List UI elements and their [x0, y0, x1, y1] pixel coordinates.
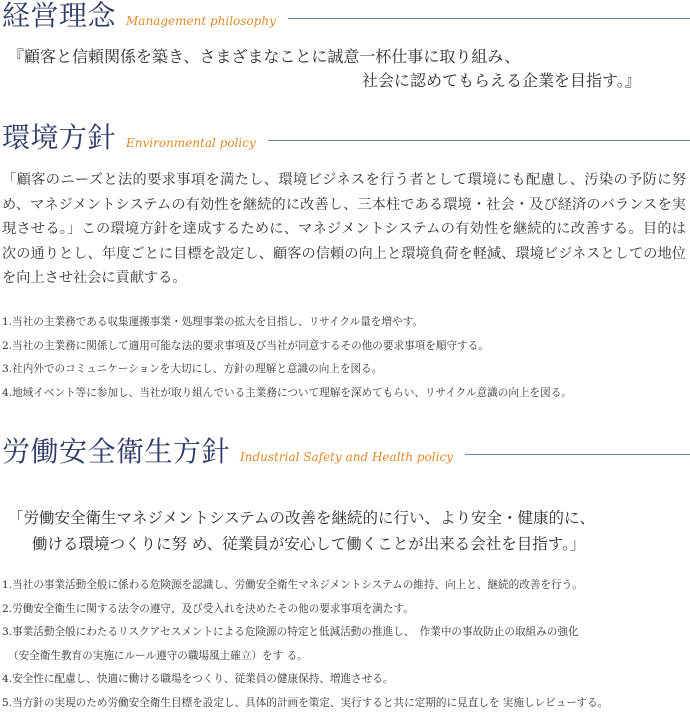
- safety-title: 労働安全衛生方針: [2, 435, 231, 468]
- management-title: 経営理念: [2, 0, 117, 32]
- safety-motto-line-1: 「労働安全衛生マネジメントシステムの改善を継続的に行い、より安全・健康的に、: [8, 509, 595, 527]
- environmental-paragraph: 「顧客のニーズと法的要求事項を満たし、環境ビジネスを行う者として環境にも配慮し、汚染の予防に努め、マネジメントシステムの有効性を継続的に改善し、三本柱である環境・社会・及び経済のバランスを実現させる。」この環境方針を達成するために、マネジメントシステムの有効性を継続的に改善する。目的は次の通りとし、年度ごとに目標を設定し、顧客の信頼の向上と環境負荷を軽減、環境ビジネスとしての地位を向上させ社会に貢献する。: [2, 172, 686, 286]
- list-item: 2.労働安全衛生に関する法令の遵守、及び受入れを決めたその他の要求事項を満たす。: [2, 602, 414, 615]
- environmental-divider: [268, 140, 690, 141]
- safety-subtitle: Industrial Safety and Health policy: [240, 450, 453, 464]
- management-subtitle: Management philosophy: [126, 14, 276, 28]
- environmental-list: [2, 311, 686, 405]
- management-divider: [288, 18, 690, 19]
- list-item: 1.当社の事業活動全般に係わる危険源を認識し、労働安全衛生マネジメントシステムの維持、向上と、継続的改善を行う。: [2, 579, 583, 591]
- environmental-subtitle: Environmental policy: [126, 136, 256, 150]
- environmental-body: [2, 168, 686, 291]
- management-motto-line-2: 社会に認めてもらえる企業を目指す。』: [362, 71, 641, 90]
- safety-motto: [2, 505, 686, 557]
- safety-motto-line-2: 働ける環境つくりに努 め、従業員が安心して働くことが出来る会社を目指す。」: [32, 535, 586, 553]
- list-item: 1.当社の主業務である収集運搬事業・処理事業の拡大を目指し、リサイクル量を増やす。: [2, 316, 423, 328]
- list-item: 3.社内外でのコミュニケーションを大切にし、方針の理解と意識の向上を図る。: [2, 363, 383, 375]
- list-item: 5.当方針の実現のため労働安全衛生目標を設定し、具体的計画を策定、実行すると共に定期的に見直しを 実施しレビューする。: [2, 696, 609, 709]
- environmental-heading: [2, 121, 690, 154]
- list-item: 4.地域イベント等に参加し、当社が取り組んでいる主業務について理解を深めてもらい、リサイクル意識の向上を図る。: [2, 386, 572, 399]
- management-heading: [2, 2, 690, 30]
- environmental-title: 環境方針: [2, 121, 117, 154]
- management-motto-line-1: 『顧客と信頼関係を築き、さまざまなことに誠意一杯仕事に取り組み、: [8, 47, 521, 66]
- safety-heading: [2, 435, 690, 468]
- list-item: （安全衛生教育の実施にルール遵守の職場風土確立）をす る。: [8, 649, 308, 662]
- list-item: 4.安全性に配慮し、快適に働ける職場をつくり、従業員の健康保持、増進させる。: [2, 673, 394, 685]
- list-item: 2.当社の主業務に関係して適用可能な法的要求事項及び当社が同意するその他の要求事項を順守する。: [2, 339, 489, 352]
- management-motto: [2, 45, 686, 93]
- safety-divider: [465, 454, 690, 455]
- safety-list: [2, 574, 686, 715]
- list-item: 3.事業活動全般にわたるリスクアセスメントによる危険源の特定と低減活動の推進し、 作業中の事故防止の取組みの強化: [2, 626, 579, 638]
